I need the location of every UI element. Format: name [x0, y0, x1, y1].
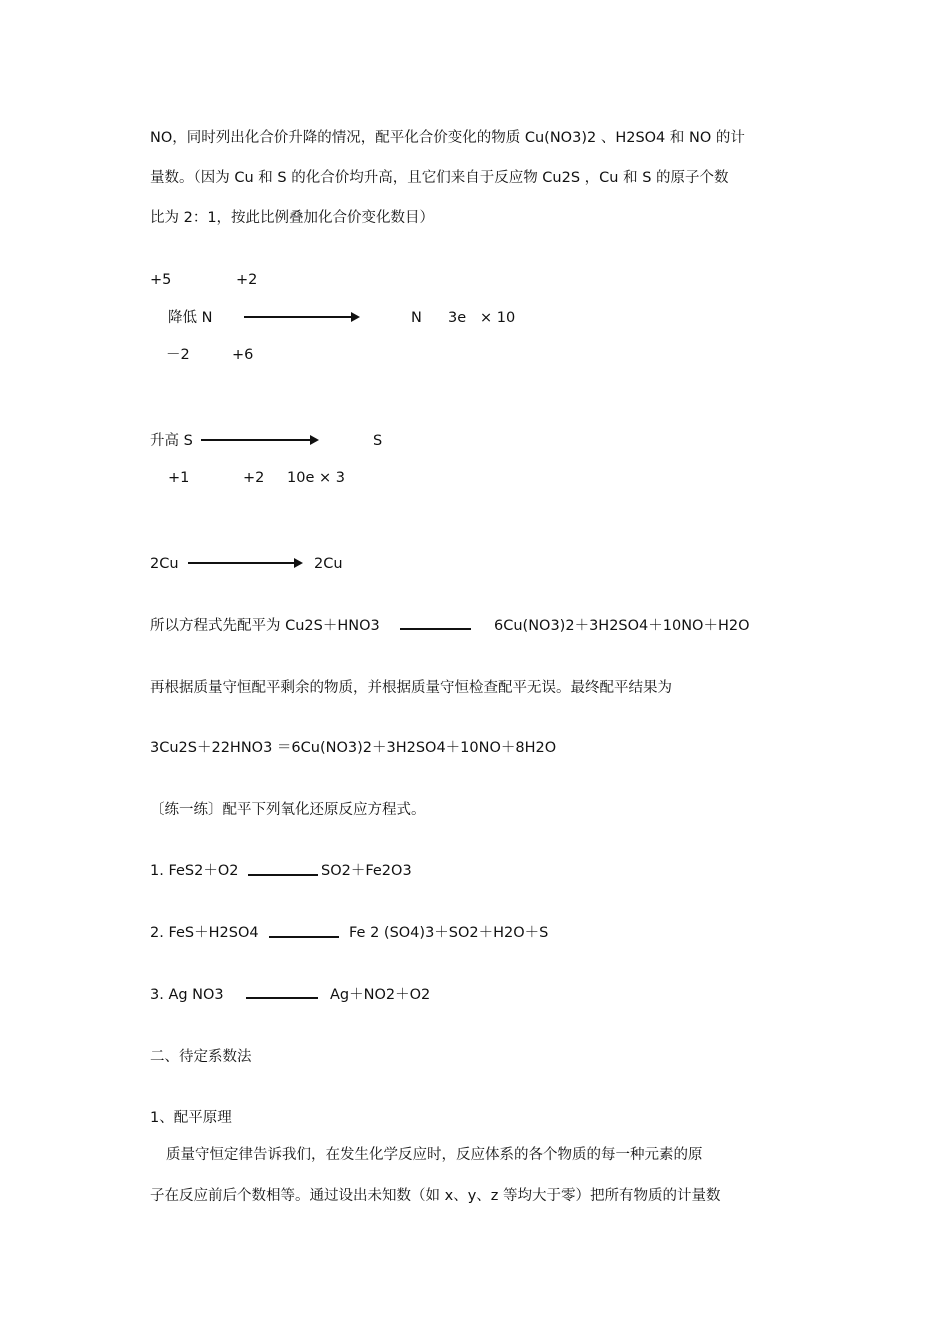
- equation-line: [400, 628, 471, 630]
- equation-right: 6Cu(NO3)2＋3H2SO4＋10NO＋H2O: [494, 618, 750, 634]
- oxidation-state: －2: [166, 347, 190, 363]
- multiplier: × 10: [480, 310, 516, 326]
- practice-left: 3. Ag NO3: [150, 987, 224, 1003]
- product-element: S: [373, 433, 383, 449]
- practice-right: Ag＋NO2＋O2: [330, 987, 431, 1003]
- paragraph-line: 质量守恒定律告诉我们，在发生化学反应时，反应体系的各个物质的每一种元素的原: [166, 1147, 703, 1163]
- copper-right: 2Cu: [314, 556, 343, 572]
- electron-count: 3e: [448, 310, 467, 326]
- practice-right: Fe 2 (SO4)3＋SO2＋H2O＋S: [349, 925, 549, 941]
- oxidation-state: +2: [243, 470, 265, 486]
- reaction-arrow: [201, 439, 317, 441]
- oxidation-label: 升高 S: [150, 433, 193, 449]
- practice-left: 2. FeS＋H2SO4: [150, 925, 259, 941]
- reduction-label: 降低 N: [168, 310, 213, 326]
- equation-left: 所以方程式先配平为 Cu2S＋HNO3: [150, 618, 380, 634]
- paragraph-line: 再根据质量守恒配平剩余的物质，并根据质量守恒检查配平无误。最终配平结果为: [150, 680, 672, 696]
- oxidation-state: +5: [150, 272, 172, 288]
- reaction-arrow: [244, 316, 358, 318]
- multiplier: × 3: [319, 470, 345, 486]
- practice-left: 1. FeS2＋O2: [150, 863, 239, 879]
- oxidation-state: +6: [232, 347, 254, 363]
- section-title: 二、待定系数法: [150, 1049, 252, 1065]
- paragraph-line: 子在反应前后个数相等。通过设出未知数（如 x、y、z 等均大于零）把所有物质的计量数: [150, 1188, 721, 1204]
- equation-line: [246, 997, 318, 999]
- equation-line: [269, 936, 339, 938]
- electron-count: 10e: [287, 470, 315, 486]
- reaction-arrow: [188, 562, 301, 564]
- product-element: N: [411, 310, 422, 326]
- practice-right: SO2＋Fe2O3: [321, 863, 412, 879]
- paragraph-line: 量数。（因为 Cu 和 S 的化合价均升高，且它们来自于反应物 Cu2S ，Cu 和 S 的原子个数: [150, 170, 729, 186]
- oxidation-state: +2: [236, 272, 258, 288]
- practice-title: 〔练一练〕配平下列氧化还原反应方程式。: [150, 802, 426, 818]
- copper-left: 2Cu: [150, 556, 179, 572]
- paragraph-line: 比为 2：1，按此比例叠加化合价变化数目）: [150, 210, 435, 226]
- paragraph-line: NO，同时列出化合价升降的情况，配平化合价变化的物质 Cu(NO3)2 、H2SO4 和 NO 的计: [150, 130, 745, 146]
- equation-line: [248, 874, 318, 876]
- subsection-title: 1、配平原理: [150, 1110, 232, 1126]
- final-equation: 3Cu2S＋22HNO3 ＝6Cu(NO3)2＋3H2SO4＋10NO＋8H2O: [150, 740, 557, 756]
- oxidation-state: +1: [168, 470, 190, 486]
